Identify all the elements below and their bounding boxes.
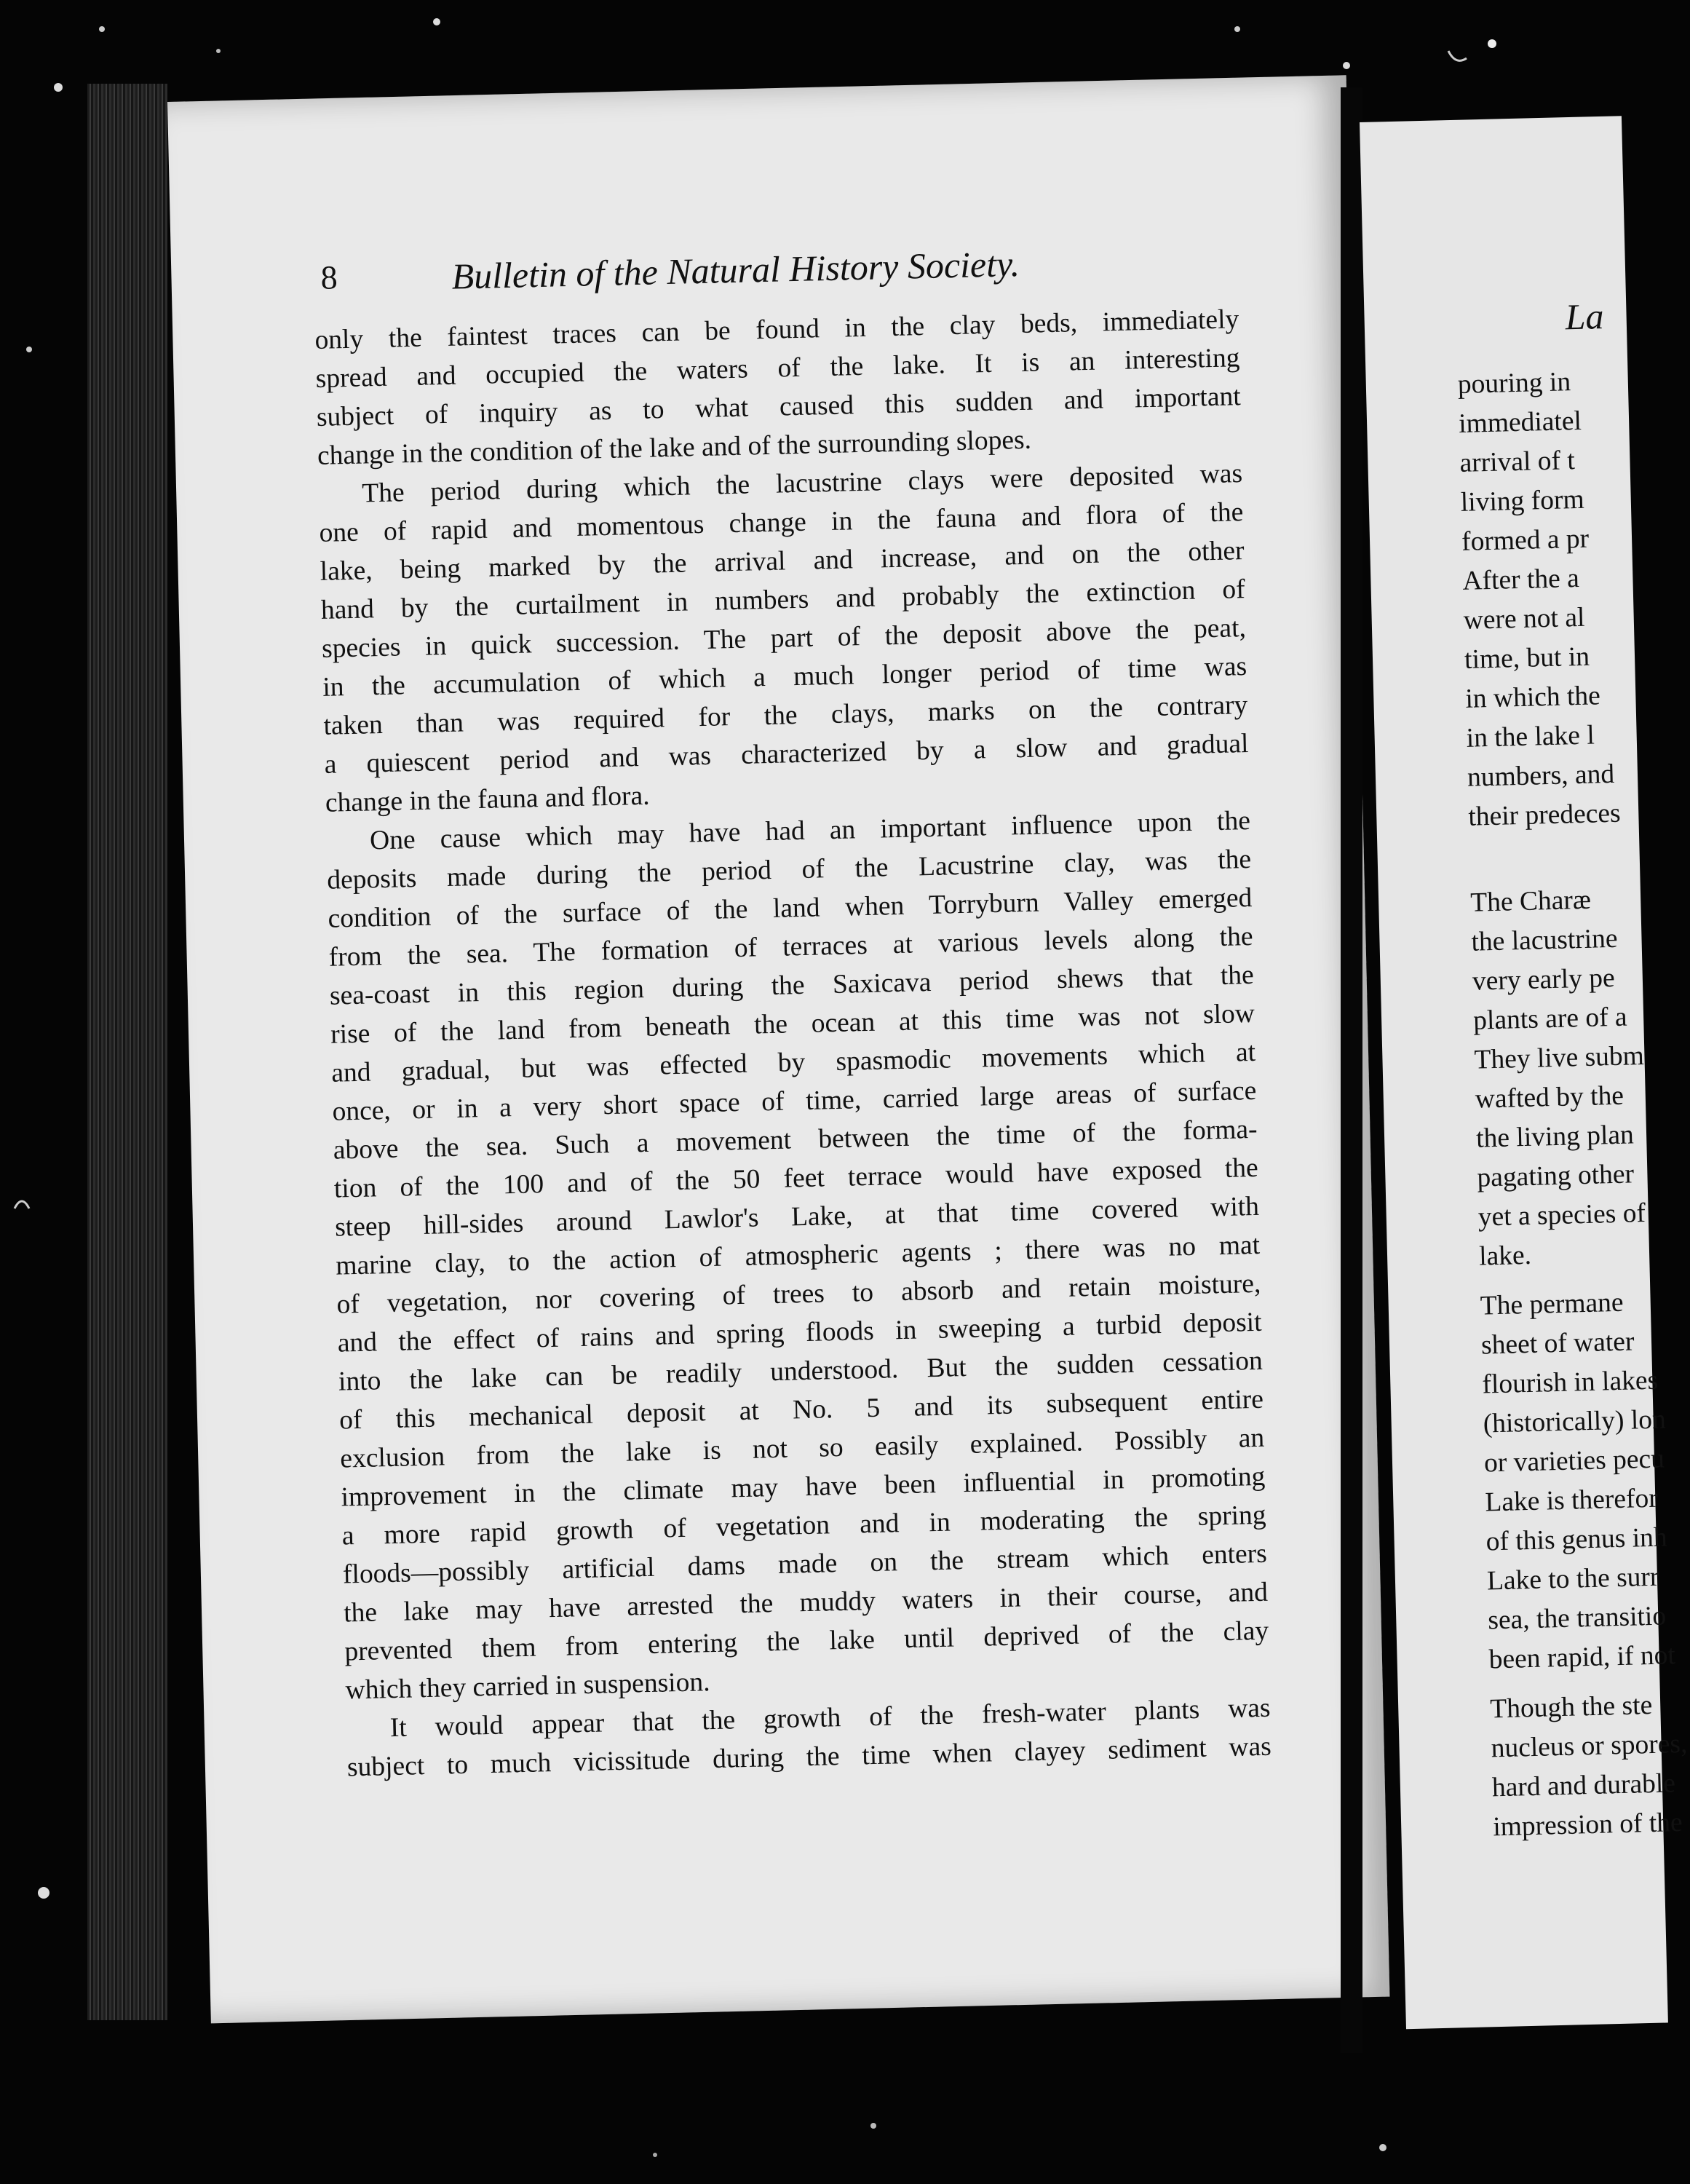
text-line: from the sea. The formation of terraces at various levels along the: [328, 921, 1253, 973]
text-line: marine clay, to the action of atmospheric agents ; there was no mat: [335, 1230, 1261, 1281]
right-page-text: [1456, 294, 1688, 1848]
text-line: hand by the curtailment in numbers and probably the extinction of: [320, 574, 1246, 625]
text-line: once, or in a very short space of time, carried large areas of surface: [332, 1075, 1257, 1127]
right-text-line: of this genus inh: [1485, 1522, 1668, 1557]
page-gutter: [1341, 87, 1362, 2053]
text-line: rise of the land from beneath the ocean at this time was not slow: [330, 998, 1255, 1050]
text-line: only the faintest traces can be found in the clay beds, immediately: [314, 304, 1239, 355]
right-text-line: immediatel: [1458, 405, 1582, 439]
right-running-title: La: [1564, 296, 1605, 338]
right-text-line: They live subm: [1474, 1040, 1645, 1075]
paragraph-gap: [1469, 832, 1659, 883]
text-line: One cause which may have had an important influence upon the: [369, 805, 1251, 856]
body-text: [314, 300, 1272, 1787]
text-line: in the accumulation of which a much longer period of time was: [322, 652, 1247, 703]
right-text-line: numbers, and: [1467, 759, 1615, 793]
text-line: subject of inquiry as to what caused this sudden and important: [316, 381, 1242, 432]
right-text-line: plants are of a: [1472, 1002, 1628, 1036]
text-line: subject to much vicissitude during the time when clayey sediment was: [346, 1731, 1272, 1783]
text-line: species in quick succession. The part of the deposit above the peat,: [321, 613, 1247, 664]
right-text-line: time, but in: [1464, 641, 1590, 675]
text-line: change in the fauna and flora.: [325, 780, 650, 818]
right-text-line: or varieties pecu: [1483, 1444, 1665, 1479]
right-text-line: impression of the: [1492, 1808, 1683, 1843]
text-line: a quiescent period and was characterized by a slow and gradual: [324, 729, 1249, 780]
text-line: a more rapid growth of vegetation and in moderating the spring: [341, 1500, 1266, 1551]
right-text-line: (historically) lon: [1483, 1404, 1667, 1439]
text-line: steep hill-sides around Lawlor's Lake, at that time covered with: [334, 1191, 1260, 1243]
right-text-line: After the a: [1461, 563, 1580, 596]
right-text-line: wafted by the: [1475, 1080, 1624, 1115]
running-title: Bulletin of the Natural History Society.: [451, 242, 1020, 297]
right-text-line: Though the ste: [1489, 1690, 1653, 1725]
text-line: exclusion from the lake is not so easily explained. Possibly an: [339, 1423, 1265, 1474]
text-line: taken than was required for the clays, marks on the contrary: [323, 690, 1248, 741]
text-line: tion of the 100 and of the 50 feet terrace would have exposed the: [333, 1152, 1259, 1204]
right-text-line: sea, the transitio: [1487, 1601, 1667, 1636]
text-line: The period during which the lacustrine clays were deposited was: [361, 459, 1243, 509]
text-line: improvement in the climate may have been influential in promoting: [341, 1461, 1266, 1513]
text-line: lake, being marked by the arrival and increase, and on the other: [320, 536, 1245, 587]
text-line: into the lake can be readily understood. But the sudden cessation: [338, 1345, 1263, 1397]
right-text-line: hard and durable: [1491, 1768, 1676, 1803]
text-line: floods—possibly artificial dams made on the stream which enters: [342, 1538, 1268, 1590]
right-text-line: Lake to the surr: [1486, 1562, 1659, 1597]
text-line: and the effect of rains and spring floods in sweeping a turbid deposit: [337, 1307, 1262, 1358]
right-text-line: in the lake l: [1466, 720, 1595, 753]
right-text-line: the living plan: [1475, 1120, 1635, 1154]
text-line: and gradual, but was effected by spasmodic movements which at: [330, 1037, 1256, 1088]
right-text-line: nucleus or spores,: [1491, 1728, 1688, 1764]
left-page-text: [313, 237, 1272, 1787]
text-line: the lake may have arrested the muddy waters in their course, and: [343, 1577, 1269, 1629]
right-text-line: living form: [1460, 484, 1585, 518]
right-text-line: formed a pr: [1461, 523, 1590, 557]
right-text-line: Lake is therefor: [1484, 1483, 1659, 1518]
right-text-line: in which the: [1464, 681, 1601, 714]
right-text-line: yet a species of: [1477, 1198, 1646, 1233]
right-text-line: very early pe: [1472, 962, 1616, 997]
right-text-line: were not al: [1463, 602, 1585, 636]
right-text-line: The permane: [1480, 1287, 1624, 1321]
right-text-line: pagating other: [1477, 1159, 1635, 1193]
text-line: of this mechanical deposit at No. 5 and its subsequent entire: [338, 1384, 1264, 1436]
right-text-line: been rapid, if not: [1488, 1640, 1676, 1675]
book-spine: [87, 84, 167, 2020]
text-line: It would appear that the growth of the fresh-water plants was: [389, 1693, 1271, 1744]
text-line: one of rapid and momentous change in the fauna and flora of the: [319, 497, 1244, 548]
page-number: 8: [320, 258, 338, 296]
right-text-line: arrival of t: [1459, 446, 1576, 478]
right-text-line: sheet of water: [1480, 1326, 1635, 1361]
right-text-line: the lacustrine: [1471, 923, 1619, 957]
text-line: prevented them from entering the lake until deprived of the clay: [344, 1615, 1269, 1667]
text-line: above the sea. Such a movement between the time of the forma-: [333, 1114, 1258, 1166]
right-text-line: flourish in lakes: [1481, 1365, 1659, 1400]
text-line: condition of the surface of the land when Torryburn Valley emerged: [328, 882, 1253, 934]
right-text-line: pouring in: [1457, 367, 1571, 400]
text-line: which they carried in suspension.: [345, 1667, 710, 1706]
text-line: deposits made during the period of the Lacustrine clay, was the: [326, 844, 1252, 895]
right-text-line: their predeces: [1467, 798, 1622, 832]
text-line: sea-coast in this region during the Saxicava period shews that the: [329, 960, 1255, 1011]
right-text-line: The Charæ: [1469, 885, 1592, 918]
right-text-line: lake.: [1478, 1240, 1532, 1272]
text-line: spread and occupied the waters of the lake. It is an interesting: [315, 343, 1240, 394]
text-line: change in the condition of the lake and of the surrounding slopes.: [317, 424, 1032, 471]
text-line: of vegetation, nor covering of trees to absorb and retain moisture,: [336, 1268, 1261, 1320]
